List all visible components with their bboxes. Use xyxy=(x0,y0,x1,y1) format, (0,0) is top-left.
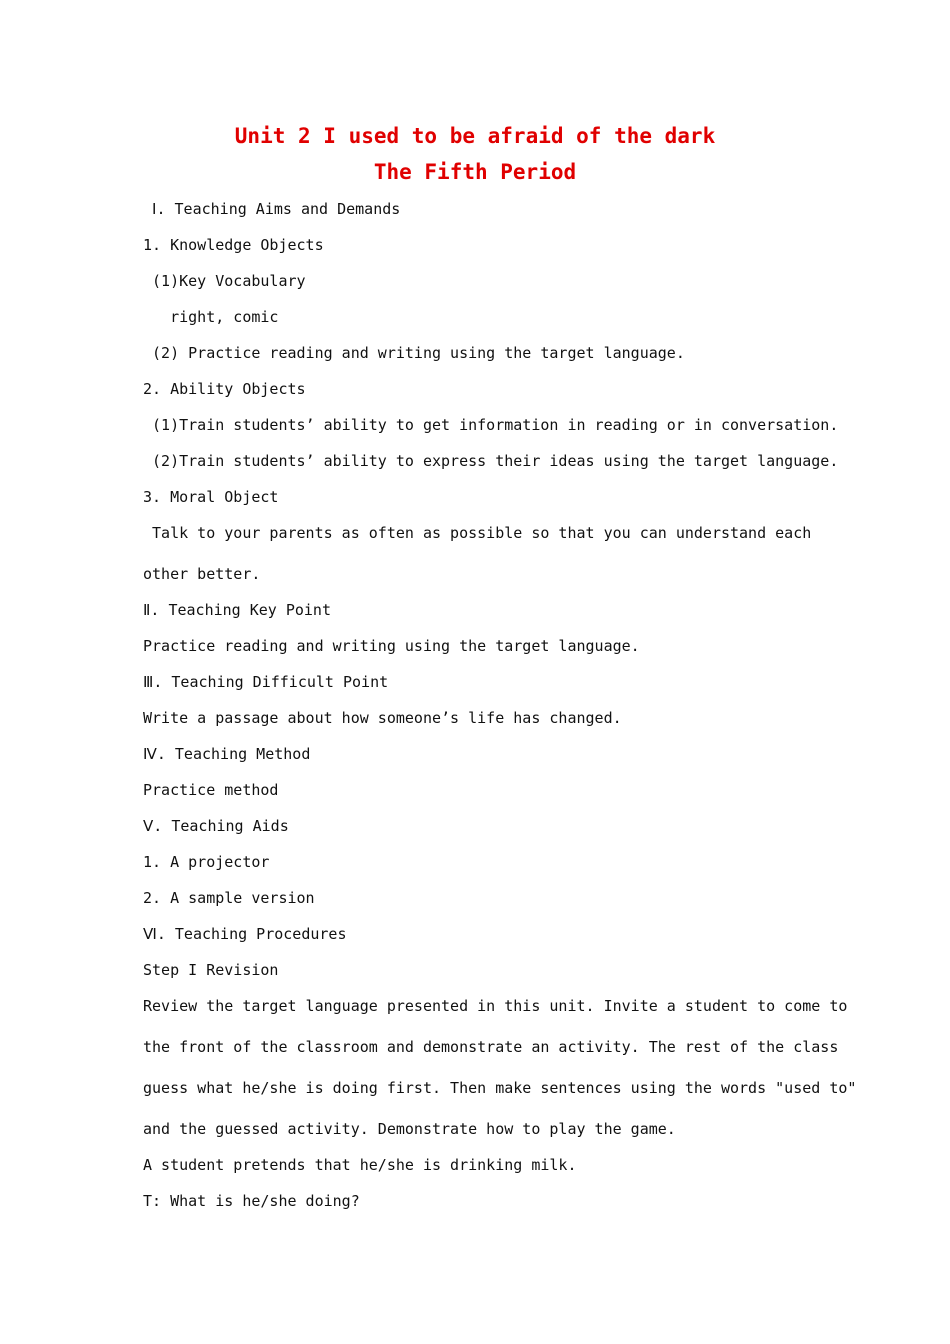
revision-paragraph-line-3: guess what he/she is doing first. Then make sentences using the words "used to" xyxy=(143,1079,857,1097)
document-subtitle: The Fifth Period xyxy=(373,160,577,184)
aid-item-1: 1. A projector xyxy=(143,853,270,871)
aid-item-2: 2. A sample version xyxy=(143,889,315,907)
subheading-knowledge-objects: 1. Knowledge Objects xyxy=(143,236,324,254)
list-item-key-vocabulary: (1)Key Vocabulary xyxy=(143,272,306,290)
revision-paragraph-line-4: and the guessed activity. Demonstrate how to play the game. xyxy=(143,1120,676,1138)
revision-paragraph-line-2: the front of the classroom and demonstrate an activity. The rest of the class xyxy=(143,1038,839,1056)
vocabulary-words: right, comic xyxy=(143,308,279,326)
subheading-ability-objects: 2. Ability Objects xyxy=(143,380,306,398)
moral-object-text-line-2: other better. xyxy=(143,565,261,583)
difficult-point-text: Write a passage about how someone’s life has changed. xyxy=(143,709,622,727)
list-item-practice: (2) Practice reading and writing using the target language. xyxy=(143,344,685,362)
section-heading-key-point: Ⅱ. Teaching Key Point xyxy=(143,601,331,619)
dialogue-line: T: What is he/she doing? xyxy=(143,1192,360,1210)
step-heading-revision: Step I Revision xyxy=(143,961,279,979)
section-heading-difficult-point: Ⅲ. Teaching Difficult Point xyxy=(143,673,389,691)
list-item-ability-1: (1)Train students’ ability to get information in reading or in conversation. xyxy=(143,416,839,434)
list-item-ability-2: (2)Train students’ ability to express their ideas using the target language. xyxy=(143,452,839,470)
example-line: A student pretends that he/she is drinking milk. xyxy=(143,1156,577,1174)
section-heading-procedures: Ⅵ. Teaching Procedures xyxy=(143,925,347,943)
section-heading-aims: Ⅰ. Teaching Aims and Demands xyxy=(143,200,401,218)
document-title: Unit 2 I used to be afraid of the dark xyxy=(234,124,716,148)
moral-object-text-line-1: Talk to your parents as often as possible so that you can understand each xyxy=(143,524,812,542)
subheading-moral-object: 3. Moral Object xyxy=(143,488,279,506)
key-point-text: Practice reading and writing using the target language. xyxy=(143,637,640,655)
method-text: Practice method xyxy=(143,781,279,799)
section-heading-method: Ⅳ. Teaching Method xyxy=(143,745,311,763)
section-heading-aids: Ⅴ. Teaching Aids xyxy=(143,817,289,835)
revision-paragraph-line-1: Review the target language presented in this unit. Invite a student to come to xyxy=(143,997,848,1015)
